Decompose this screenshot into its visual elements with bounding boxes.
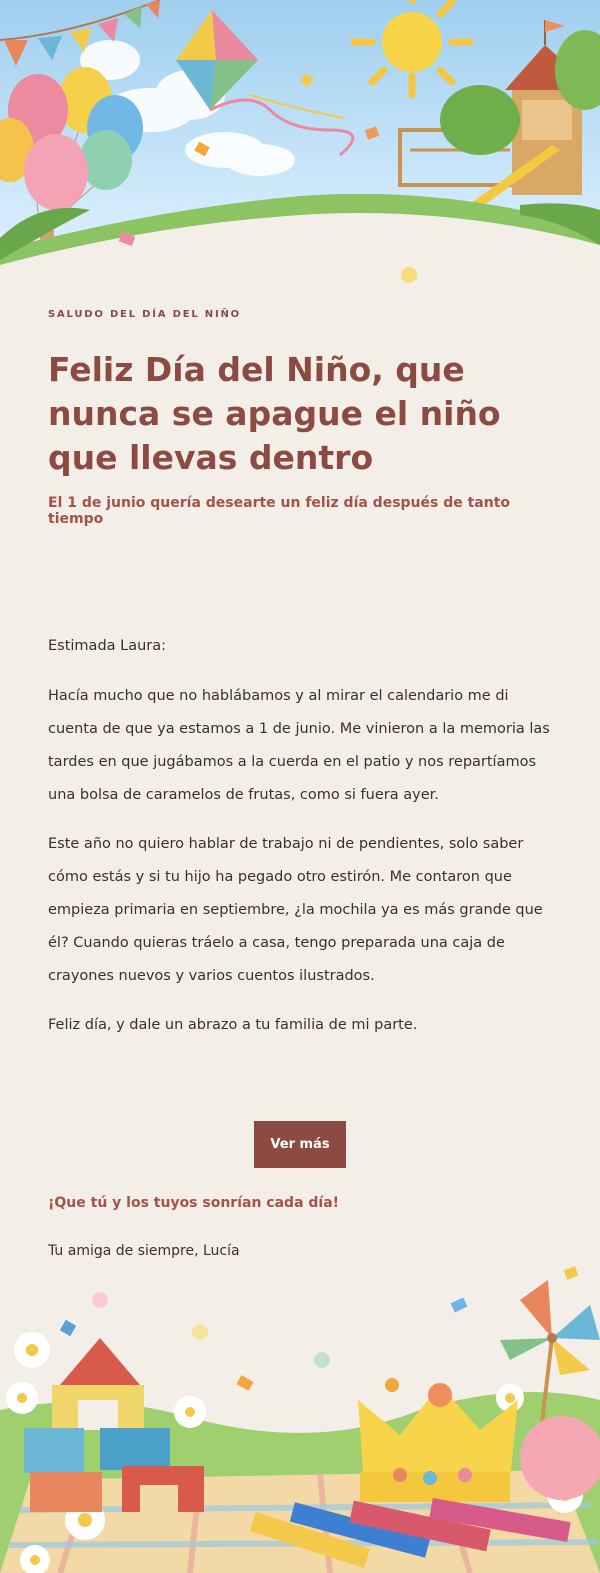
greeting: Estimada Laura: — [48, 638, 167, 654]
headline: Feliz Día del Niño, que nunca se apague el niño que llevas dentro — [48, 350, 501, 477]
see-more-button[interactable]: Ver más — [254, 1121, 346, 1168]
cta-container — [0, 1121, 600, 1168]
signature: Tu amiga de siempre, Lucía — [48, 1243, 240, 1259]
footer-illustration — [0, 1260, 600, 1573]
letter-body — [48, 630, 558, 1058]
closing-wish: ¡Que tú y los tuyos sonrían cada día! — [48, 1195, 340, 1211]
header-illustration — [0, 0, 600, 290]
paragraph-memories: Hacía mucho que no hablábamos y al mirar el calendario me di cuenta de que ya estamos a 1 de junio. Me vinieron a la memoria las tardes en que jugábamos a la cuerda en el patio y nos repartíamos una bolsa de caramelos de frutas, como si fuera ayer. — [48, 688, 550, 803]
paragraph-farewell: Feliz día, y dale un abrazo a tu familia de mi parte. — [48, 1017, 418, 1033]
eyebrow-label: SALUDO DEL DÍA DEL NIÑO — [48, 309, 241, 320]
subheadline: El 1 de junio quería desearte un feliz día después de tanto tiempo — [48, 495, 511, 527]
paragraph-news: Este año no quiero hablar de trabajo ni de pendientes, solo saber cómo estás y si tu hijo ha pegado otro estirón. Me contaron que empieza primaria en septiembre, ¿la mochila ya es más grande que él? Cuando quieras tráelo a casa, tengo preparada una caja de crayones nuevos y varios cuentos ilustrados. — [48, 836, 543, 984]
